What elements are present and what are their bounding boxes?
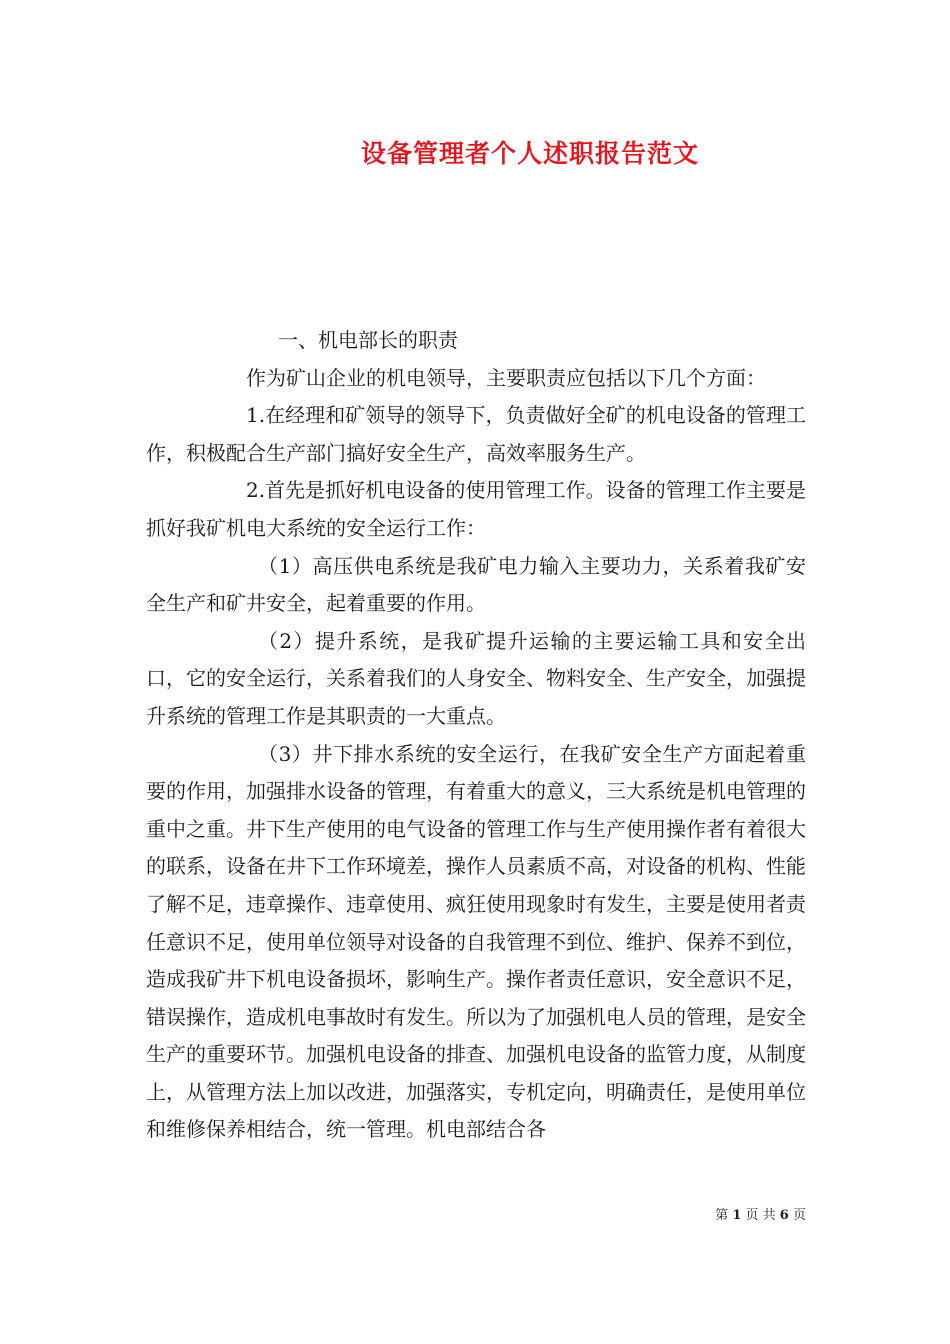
document-title: 设备管理者个人述职报告范文 — [360, 139, 699, 168]
page-footer — [0, 1204, 806, 1223]
footer-prefix: 第 — [715, 1208, 729, 1223]
footer-suffix: 页 — [792, 1208, 806, 1223]
paragraph-item-2: 2.首先是抓好机电设备的使用管理工作。设备的管理工作主要是抓好我矿机电大系统的安全运行工作： — [146, 478, 806, 540]
footer-current-page: 1 — [732, 1208, 742, 1223]
paragraph-subitem-3: （3）井下排水系统的安全运行，在我矿安全生产方面起着重要的作用，加强排水设备的管理，有着重大的意义，三大系统是机电管理的重中之重。井下生产使用的电气设备的管理工作与生产使用操作者有着很大的联系，设备在井下工作环境差，操作人员素质不高，对设备的机构、性能了解不足，违章操作、违章使用、疯狂使用现象时有发生，主要是使用者责任意识不足，使用单位领导对设备的自我管理不到位、维护、保养不到位，造成我矿井下机电设备损坏，影响生产。操作者责任意识，安全意识不足，错误操作，造成机电事故时有发生。所以为了加强机电人员的管理，是安全生产的重要环节。加强机电设备的排查、加强机电设备的监管力度，从制度上，从管理方法上加以改进，加强落实，专机定向，明确责任，是使用单位和维修保养相结合，统一管理。机电部结合各 — [146, 741, 806, 1142]
paragraph-intro: 作为矿山企业的机电领导，主要职责应包括以下几个方面： — [246, 365, 766, 390]
footer-total-pages: 6 — [779, 1208, 789, 1223]
section-heading: 一、机电部长的职责 — [278, 328, 458, 352]
paragraph-subitem-1: （1）高压供电系统是我矿电力输入主要功力，关系着我矿安全生产和矿井安全，起着重要的作用。 — [146, 553, 806, 616]
document-body — [146, 322, 806, 1149]
paragraph-item-1: 1.在经理和矿领导的领导下，负责做好全矿的机电设备的管理工作，积极配合生产部门搞好安全生产，高效率服务生产。 — [146, 403, 806, 465]
footer-middle: 页 共 — [745, 1208, 776, 1223]
paragraph-subitem-2: （2）提升系统，是我矿提升运输的主要运输工具和安全出口，它的安全运行，关系着我们的人身安全、物料安全、生产安全，加强提升系统的管理工作是其职责的一大重点。 — [146, 628, 806, 728]
